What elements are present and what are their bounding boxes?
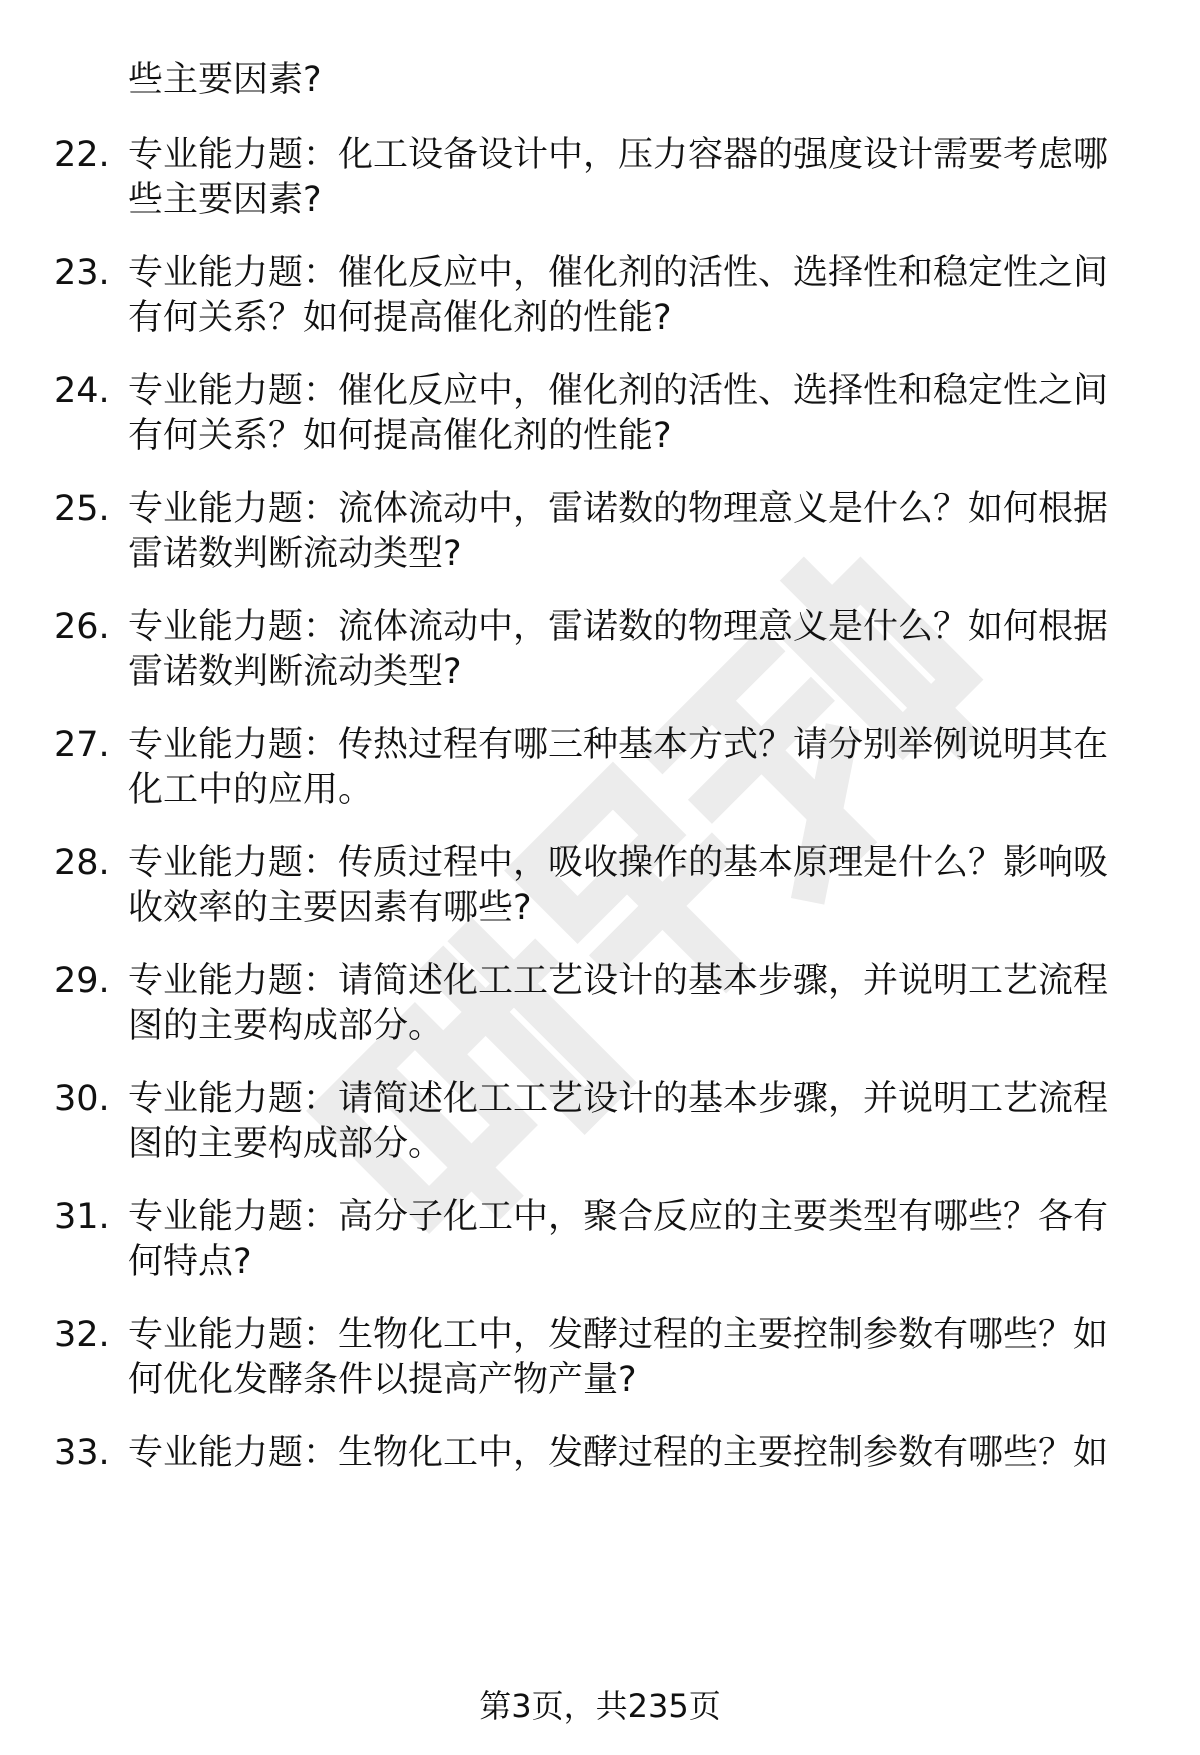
question-text: 收效率的主要因素有哪些?: [128, 888, 532, 928]
question-text: 雷诺数判断流动类型?: [128, 652, 462, 692]
question-text: 图的主要构成部分。: [128, 1124, 444, 1164]
question-number: 26.: [54, 607, 110, 647]
question-number: 25.: [54, 489, 110, 529]
question-number: 32.: [54, 1315, 110, 1355]
question-text: 专业能力题：化工设备设计中，压力容器的强度设计需要考虑哪: [128, 135, 1109, 175]
question-text: 些主要因素?: [128, 180, 322, 220]
question-text: 有何关系？如何提高催化剂的性能?: [128, 298, 672, 338]
question-text: 雷诺数判断流动类型?: [128, 534, 462, 574]
question-text: 专业能力题：生物化工中，发酵过程的主要控制参数有哪些？如: [128, 1433, 1109, 1473]
page-footer: 第3页，共235页: [479, 1687, 721, 1725]
question-text: 图的主要构成部分。: [128, 1006, 444, 1046]
question-text: 专业能力题：请简述化工工艺设计的基本步骤，并说明工艺流程: [128, 961, 1109, 1001]
question-text: 专业能力题：请简述化工工艺设计的基本步骤，并说明工艺流程: [128, 1079, 1109, 1119]
question-text: 专业能力题：生物化工中，发酵过程的主要控制参数有哪些？如: [128, 1315, 1109, 1355]
question-number: 29.: [54, 961, 110, 1001]
question-text: 专业能力题：传质过程中，吸收操作的基本原理是什么？影响吸: [128, 843, 1109, 883]
question-text: 何优化发酵条件以提高产物产量?: [128, 1360, 637, 1400]
question-text: 专业能力题：传热过程有哪三种基本方式？请分别举例说明其在: [128, 725, 1109, 765]
question-number: 31.: [54, 1197, 110, 1237]
question-text: 些主要因素?: [128, 60, 322, 100]
question-number: 27.: [54, 725, 110, 765]
question-number: 22.: [54, 135, 110, 175]
question-text: 专业能力题：催化反应中，催化剂的活性、选择性和稳定性之间: [128, 371, 1109, 411]
question-number: 33.: [54, 1433, 110, 1473]
question-text: 专业能力题：流体流动中，雷诺数的物理意义是什么？如何根据: [128, 607, 1109, 647]
question-text: 化工中的应用。: [128, 770, 374, 810]
question-number: 23.: [54, 253, 110, 293]
question-text: 专业能力题：高分子化工中，聚合反应的主要类型有哪些？各有: [128, 1197, 1109, 1237]
question-number: 30.: [54, 1079, 110, 1119]
question-text: 专业能力题：催化反应中，催化剂的活性、选择性和稳定性之间: [128, 253, 1109, 293]
question-text: 专业能力题：流体流动中，雷诺数的物理意义是什么？如何根据: [128, 489, 1109, 529]
question-number: 24.: [54, 371, 110, 411]
question-text: 何特点?: [128, 1242, 252, 1282]
question-number: 28.: [54, 843, 110, 883]
question-text: 有何关系？如何提高催化剂的性能?: [128, 416, 672, 456]
